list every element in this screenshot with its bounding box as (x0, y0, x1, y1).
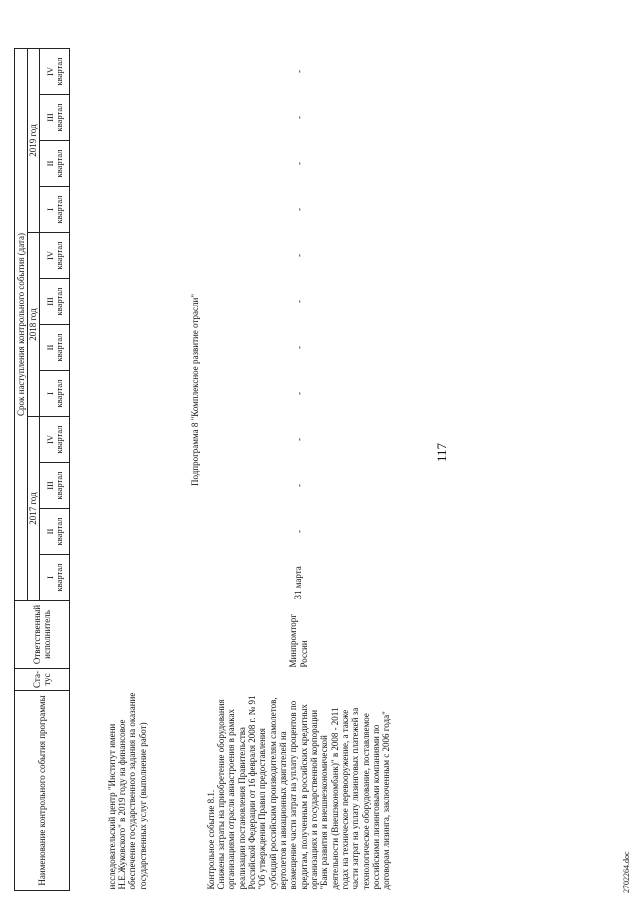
event-description: Снижены затраты на приобретение оборудования организациями отрасли авиастроения в рамках реализации постановления Правительства Российской Федерации от 16 февраля 2008 г. № 91 "Об утверждении Правил предоставления субсидий российским производителям самолетов, вертолетов и авиационных двигателей на возмещение части затрат на уплату процентов по кредитам, полученным в российских кредитных организациях и в государственной корпорации "Банк развития и внешнеэкономической деятельности (Внешэкономбанк)" в 2008 - 2011 годах на техническое перевооружение, а также части затрат на уплату лизинговых платежей за технологическое оборудование, поставляемое российскими лизинговыми компаниями по договорам лизинга, заключенным с 2006 года" (215, 695, 392, 890)
deadline-cell (70, 49, 180, 95)
quarter-header: III квартал (40, 463, 70, 509)
quarter-header: IV квартал (40, 417, 70, 463)
deadline-cell: - (294, 116, 305, 119)
executor-cell (70, 601, 180, 669)
quarter-header: I квартал (40, 187, 70, 233)
quarter-header: III квартал (40, 95, 70, 141)
deadline-cell: - (294, 346, 305, 349)
deadline-cell: - (294, 484, 305, 487)
status-cell (70, 669, 180, 691)
deadline-cell: - (294, 300, 305, 303)
deadline-cell (70, 463, 180, 509)
footer-file-code: 2702264.doc (622, 851, 631, 893)
deadline-cell (70, 187, 180, 233)
quarter-header: III квартал (40, 279, 70, 325)
event-continuation-text: исследовательский центр "Институт имени Н.Е.Жуковского" в 2019 году на финансовое обеспечение государственного задания на оказание государственных услуг (выполнение работ) (106, 692, 148, 890)
deadline-cell: - (294, 530, 305, 533)
header-deadline-group: Срок наступления контрольного события (дата) (15, 49, 28, 601)
table-row (70, 49, 180, 891)
quarter-header: I квартал (40, 555, 70, 601)
deadline-cell: - (294, 208, 305, 211)
quarter-header: IV квартал (40, 49, 70, 95)
quarter-header: II квартал (40, 509, 70, 555)
deadline-cell (70, 95, 180, 141)
event-cell (206, 691, 392, 891)
deadline-cell: - (294, 254, 305, 257)
event-title: Контрольное событие 8.1. (205, 789, 216, 890)
header-executor: Ответственный исполнитель (15, 601, 70, 669)
deadline-cell (70, 279, 180, 325)
quarter-header: I квартал (40, 371, 70, 417)
header-year-2019: 2019 год (28, 49, 40, 233)
header-status: Ста-тус (15, 669, 70, 691)
deadline-cell (70, 233, 180, 279)
status-cell (206, 669, 392, 691)
deadline-cell: - (294, 70, 305, 73)
deadline-cell (70, 555, 180, 601)
header-year-2017: 2017 год (28, 417, 40, 601)
subprogram-row (180, 49, 206, 891)
deadline-cell (70, 371, 180, 417)
deadline-cell (70, 417, 180, 463)
deadline-cell (70, 509, 180, 555)
executor-cell: Минпромторг России (288, 614, 309, 668)
deadline-cell: - (294, 162, 305, 165)
quarter-header: II квартал (40, 141, 70, 187)
page-number: 117 (434, 442, 449, 463)
deadline-cell (70, 141, 180, 187)
deadline-cell (70, 325, 180, 371)
deadline-cell: 31 марта (293, 566, 304, 600)
subprogram-title: Подпрограмма 8 "Комплексное развитие отрасли" (190, 293, 201, 487)
header-event-name: Наименование контрольного события программы (15, 691, 70, 891)
quarter-header: II квартал (40, 325, 70, 371)
header-year-2018: 2018 год (28, 233, 40, 417)
table-row (206, 49, 392, 891)
quarter-header: IV квартал (40, 233, 70, 279)
deadline-cell: - (294, 392, 305, 395)
deadline-cell: - (294, 438, 305, 441)
control-events-table (14, 48, 392, 891)
